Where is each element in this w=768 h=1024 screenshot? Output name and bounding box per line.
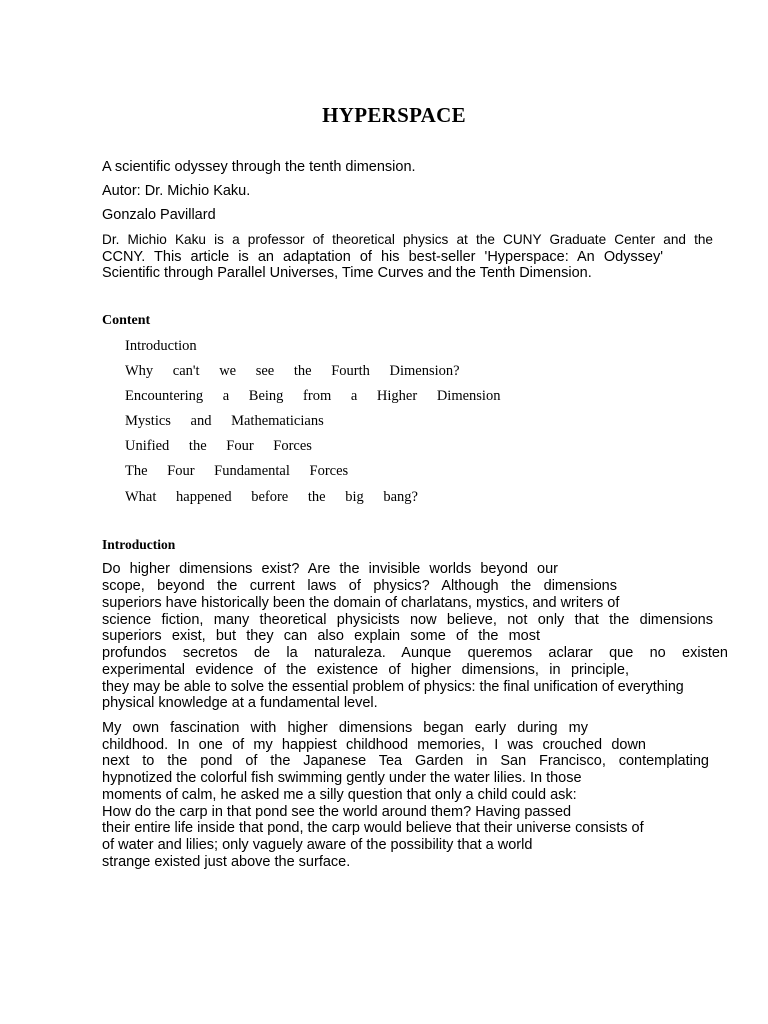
paragraph-line: superiors have historically been the domain of charlatans, mystics, and writers of: [102, 595, 620, 611]
paragraph-line: physical knowledge at a fundamental level.: [102, 695, 378, 711]
toc-item-higher-being: Encountering a Being from a Higher Dimension: [125, 388, 501, 404]
introduction-heading: Introduction: [102, 537, 176, 552]
paragraph-line: they may be able to solve the essential problem of physics: the final unification of everything: [102, 679, 684, 695]
paragraph-line: How do the carp in that pond see the world around them? Having passed: [102, 804, 572, 820]
paragraph-line: of water and lilies; only vaguely aware of the possibility that a world: [102, 837, 533, 853]
bio-line: Scientific through Parallel Universes, Time Curves and the Tenth Dimension.: [102, 265, 592, 281]
paragraph-line: superiors exist, but they can also explain some of the most: [102, 628, 540, 644]
author-line: Autor: Dr. Michio Kaku.: [102, 183, 251, 199]
document-subtitle: A scientific odyssey through the tenth dimension.: [102, 159, 416, 175]
paragraph-line: hypnotized the colorful fish swimming gently under the water lilies. In those: [102, 770, 582, 786]
paragraph-line: scope, beyond the current laws of physics? Although the dimensions: [102, 578, 617, 594]
paragraph-line: their entire life inside that pond, the carp would believe that their universe consists of: [102, 820, 644, 836]
bio-line: CCNY. This article is an adaptation of his best-seller 'Hyperspace: An Odyssey': [102, 249, 663, 265]
paragraph-line: strange existed just above the surface.: [102, 854, 351, 870]
paragraph-line: experimental evidence of the existence of higher dimensions, in principle,: [102, 662, 629, 678]
toc-item-big-bang: What happened before the big bang?: [125, 489, 418, 505]
toc-item-unified-forces: Unified the Four Forces: [125, 438, 312, 454]
bio-line: Dr. Michio Kaku is a professor of theoretical physics at the CUNY Graduate Center and the: [102, 232, 713, 247]
paragraph-line: next to the pond of the Japanese Tea Garden in San Francisco, contemplating: [102, 753, 709, 769]
paragraph-line: My own fascination with higher dimensions began early during my: [102, 720, 588, 736]
toc-item-introduction: Introduction: [125, 338, 197, 354]
paragraph-line: profundos secretos de la naturaleza. Aunque queremos aclarar que no existen: [102, 645, 728, 661]
paragraph-line: moments of calm, he asked me a silly question that only a child could ask:: [102, 787, 577, 803]
toc-item-mystics: Mystics and Mathematicians: [125, 413, 324, 429]
toc-item-fundamental-forces: The Four Fundamental Forces: [125, 463, 349, 479]
paragraph-line: childhood. In one of my happiest childhood memories, I was crouched down: [102, 737, 646, 753]
document-title: HYPERSPACE: [322, 103, 466, 127]
toc-item-fourth-dimension: Why can't we see the Fourth Dimension?: [125, 363, 460, 379]
paragraph-line: science fiction, many theoretical physicists now believe, not only that the dimensions: [102, 612, 713, 628]
paragraph-line: Do higher dimensions exist? Are the invisible worlds beyond our: [102, 561, 558, 577]
contents-heading: Content: [102, 313, 151, 328]
translator-line: Gonzalo Pavillard: [102, 207, 216, 223]
